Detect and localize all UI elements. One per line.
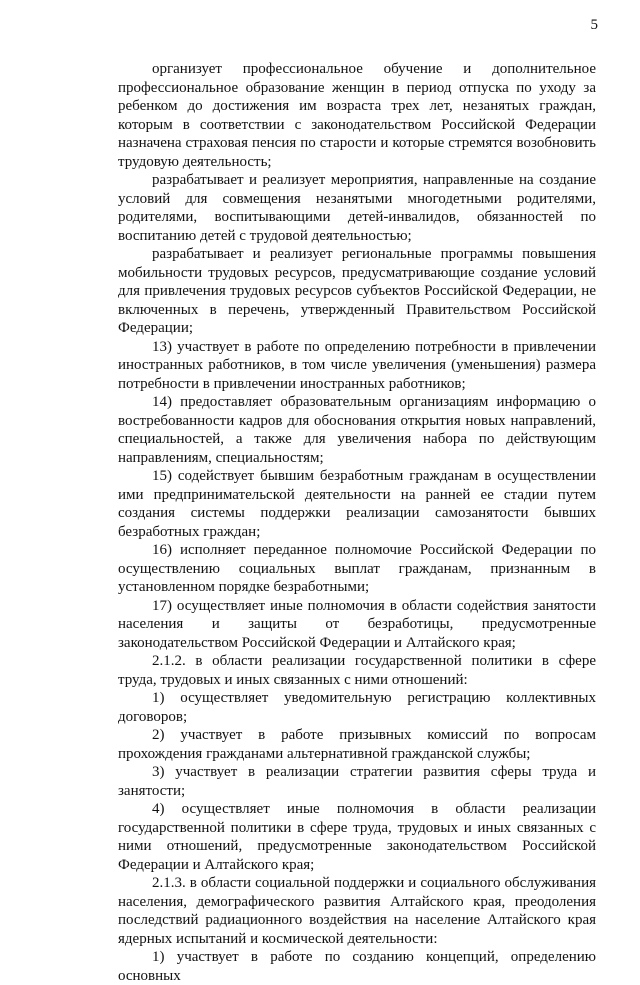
paragraph-2-1-2-item-3: 3) участвует в реализации стратегии развития сферы труда и занятости;	[118, 764, 596, 799]
paragraph-2-1-2-item-4: 4) осуществляет иные полномочия в области реализации государственной политики в сфере труда, трудовых и иных связанных с ними отношений, предусмотренные законодательством Российской Федерации и Алтайского края;	[118, 801, 596, 873]
paragraph-vocational-training: организует профессиональное обучение и дополнительное профессиональное образование женщин в период отпуска по уходу за ребенком до достижения им возраста трех лет, незанятых граждан, которым в соответствии с законодательством Российской Федерации назначена страховая пенсия по старости и которые стремятся возобновить трудовую деятельность;	[118, 61, 596, 170]
section-heading-2-1-3: 2.1.3. в области социальной поддержки и социального обслуживания населения, демографического развития Алтайского края, преодоления последствий радиационного воздействия на население Алтайского края ядерных испытаний и космической деятельности:	[118, 875, 596, 947]
paragraph-parents-conditions: разрабатывает и реализует мероприятия, направленные на создание условий для совмещения незанятыми многодетными родителями, родителями, воспитывающими детей-инвалидов, обязанностей по воспитанию детей с трудовой деятельностью;	[118, 172, 596, 244]
paragraph-item-17: 17) осуществляет иные полномочия в области содействия занятости населения и защиты от безработицы, предусмотренные законодательством Российской Федерации и Алтайского края;	[118, 597, 596, 651]
paragraph-2-1-2-item-1: 1) осуществляет уведомительную регистрацию коллективных договоров;	[118, 690, 596, 725]
paragraph-item-13: 13) участвует в работе по определению потребности в привлечении иностранных работников, в том числе увеличения (уменьшения) размера потребности в привлечении иностранных работников;	[118, 338, 596, 392]
section-heading-2-1-2: 2.1.2. в области реализации государственной политики в сфере труда, трудовых и иных связанных с ними отношений:	[118, 653, 596, 688]
paragraph-2-1-2-item-2: 2) участвует в работе призывных комиссий по вопросам прохождения гражданами альтернативной гражданской службы;	[118, 727, 596, 762]
paragraph-item-16: 16) исполняет переданное полномочие Российской Федерации по осуществлению социальных выплат гражданам, признанным в установленном порядке безработными;	[118, 542, 596, 595]
document-body	[118, 60, 596, 985]
paragraph-item-14: 14) предоставляет образовательным организациям информацию о востребованности кадров для обоснования открытия новых направлений, специальностей, а также для увеличения набора по действующим направлениям, специальностям;	[118, 394, 596, 466]
page-number: 5	[590, 17, 598, 33]
paragraph-labor-mobility: разрабатывает и реализует региональные программы повышения мобильности трудовых ресурсов, предусматривающие создание условий для привлечения трудовых ресурсов субъектов Российской Федерации, не включенных в перечень, утвержденный Правительством Российской Федерации;	[118, 246, 596, 336]
paragraph-item-15: 15) содействует бывшим безработным гражданам в осуществлении ими предпринимательской деятельности на ранней ее стадии путем создания системы поддержки реализации самозанятости бывших безработных граждан;	[118, 468, 596, 540]
paragraph-2-1-3-item-1: 1) участвует в работе по созданию концепций, определению основных	[118, 949, 596, 984]
